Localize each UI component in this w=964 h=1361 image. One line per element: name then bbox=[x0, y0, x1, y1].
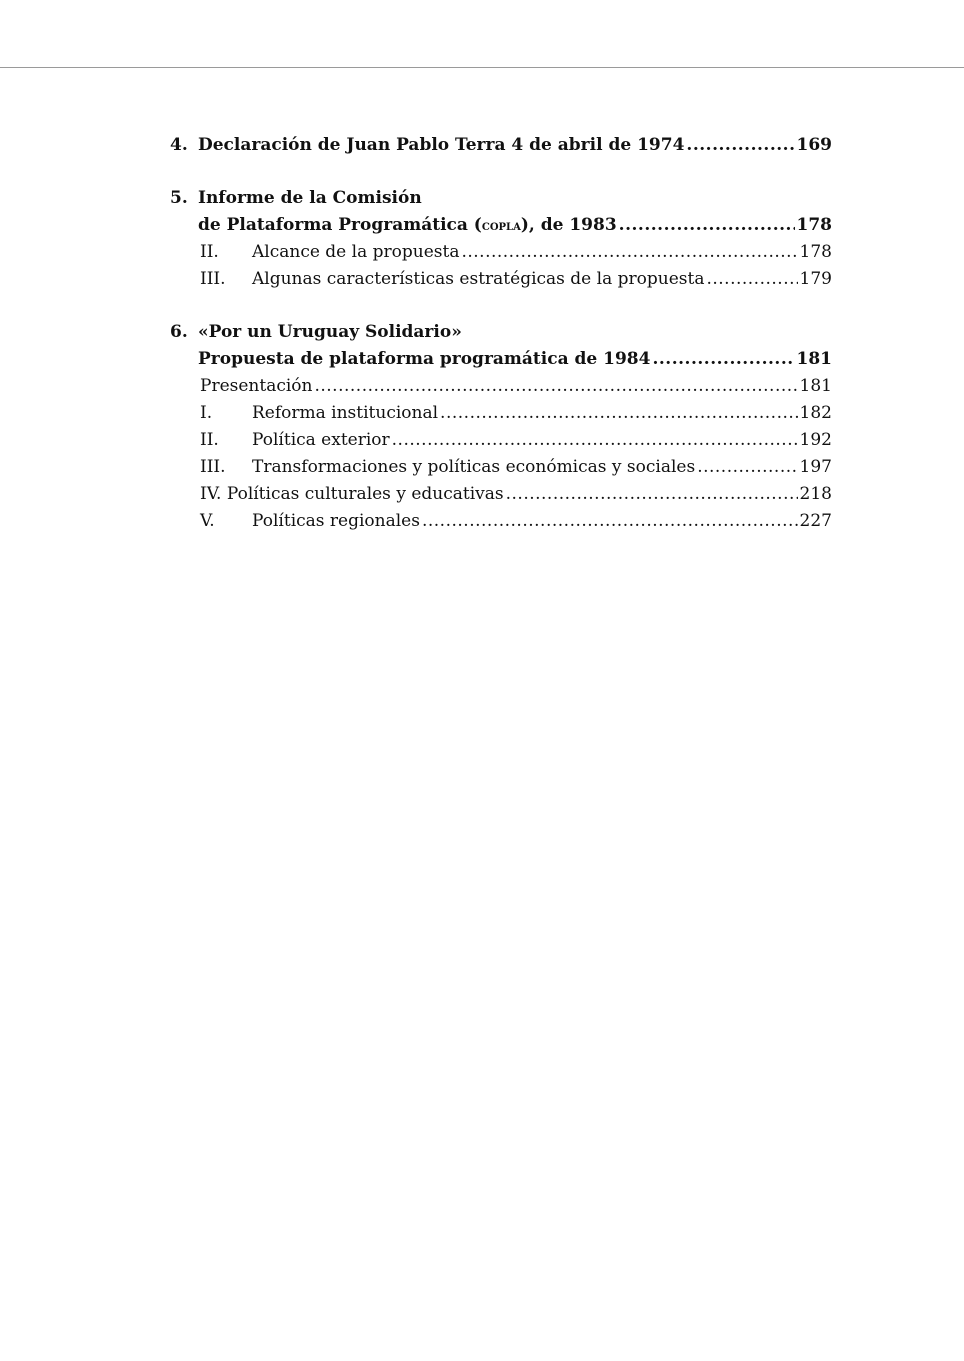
leader-dots bbox=[652, 346, 794, 373]
leader-dots bbox=[314, 373, 797, 400]
item-roman: II. bbox=[200, 430, 219, 450]
table-of-contents bbox=[170, 132, 832, 535]
toc-entry-5-heading bbox=[170, 185, 832, 212]
item-title: Presentación bbox=[200, 376, 313, 396]
leader-dots bbox=[686, 132, 794, 159]
toc-entry-6-ii[interactable] bbox=[170, 427, 832, 454]
item-roman: V. bbox=[200, 511, 215, 531]
section-title: Declaración de Juan Pablo Terra 4 de abril de 1974 bbox=[198, 135, 685, 155]
page-number: 169 bbox=[796, 135, 832, 155]
section-title-continued: Propuesta de plataforma programática de 1984 bbox=[198, 349, 651, 369]
toc-entry-6-iii[interactable] bbox=[170, 454, 832, 481]
leader-dots bbox=[422, 508, 798, 535]
toc-entry-6-iv[interactable] bbox=[170, 481, 832, 508]
page-number: 179 bbox=[799, 269, 832, 289]
toc-entry-5-ii[interactable] bbox=[170, 239, 832, 266]
section-title: «Por un Uruguay Solidario» bbox=[198, 322, 462, 342]
page-number: 178 bbox=[796, 215, 832, 235]
page-number: 181 bbox=[799, 376, 832, 396]
leader-dots bbox=[619, 212, 795, 239]
toc-entry-5-iii[interactable] bbox=[170, 266, 832, 293]
item-title: Políticas regionales bbox=[252, 511, 420, 531]
page-number: 178 bbox=[799, 242, 832, 262]
section-number: 6. bbox=[170, 322, 188, 342]
page-number: 197 bbox=[799, 457, 832, 477]
item-roman: III. bbox=[200, 269, 226, 289]
page-number: 227 bbox=[799, 511, 832, 531]
item-title: Algunas características estratégicas de la propuesta bbox=[252, 269, 705, 289]
toc-entry-6-heading bbox=[170, 319, 832, 346]
toc-entry-6-presentacion[interactable] bbox=[170, 373, 832, 400]
header-rule bbox=[0, 67, 964, 68]
item-title: Política exterior bbox=[252, 430, 390, 450]
item-title: IV. Políticas culturales y educativas bbox=[200, 484, 504, 504]
leader-dots bbox=[697, 454, 797, 481]
page-number: 192 bbox=[799, 430, 832, 450]
item-title: Reforma institucional bbox=[252, 403, 439, 423]
toc-entry-6-i[interactable] bbox=[170, 400, 832, 427]
leader-dots bbox=[506, 481, 798, 508]
leader-dots bbox=[440, 400, 798, 427]
item-title: Alcance de la propuesta bbox=[252, 242, 460, 262]
section-title-continued: de Plataforma Programática (copla), de 1983 bbox=[198, 215, 617, 235]
toc-entry-5[interactable] bbox=[170, 212, 832, 239]
item-title: Transformaciones y políticas económicas y sociales bbox=[252, 457, 696, 477]
item-roman: II. bbox=[200, 242, 219, 262]
leader-dots bbox=[392, 427, 798, 454]
section-title: Informe de la Comisión bbox=[198, 188, 422, 208]
section-number: 4. bbox=[170, 135, 188, 155]
section-number: 5. bbox=[170, 188, 188, 208]
toc-entry-6-v[interactable] bbox=[170, 508, 832, 535]
page-number: 218 bbox=[799, 484, 832, 504]
page-number: 181 bbox=[796, 349, 832, 369]
toc-entry-4[interactable] bbox=[170, 132, 832, 159]
acronym: copla bbox=[481, 217, 521, 234]
page-number: 182 bbox=[799, 403, 832, 423]
item-roman: III. bbox=[200, 457, 226, 477]
toc-entry-6[interactable] bbox=[170, 346, 832, 373]
item-roman: I. bbox=[200, 403, 213, 423]
leader-dots bbox=[706, 266, 797, 293]
leader-dots bbox=[461, 239, 797, 266]
